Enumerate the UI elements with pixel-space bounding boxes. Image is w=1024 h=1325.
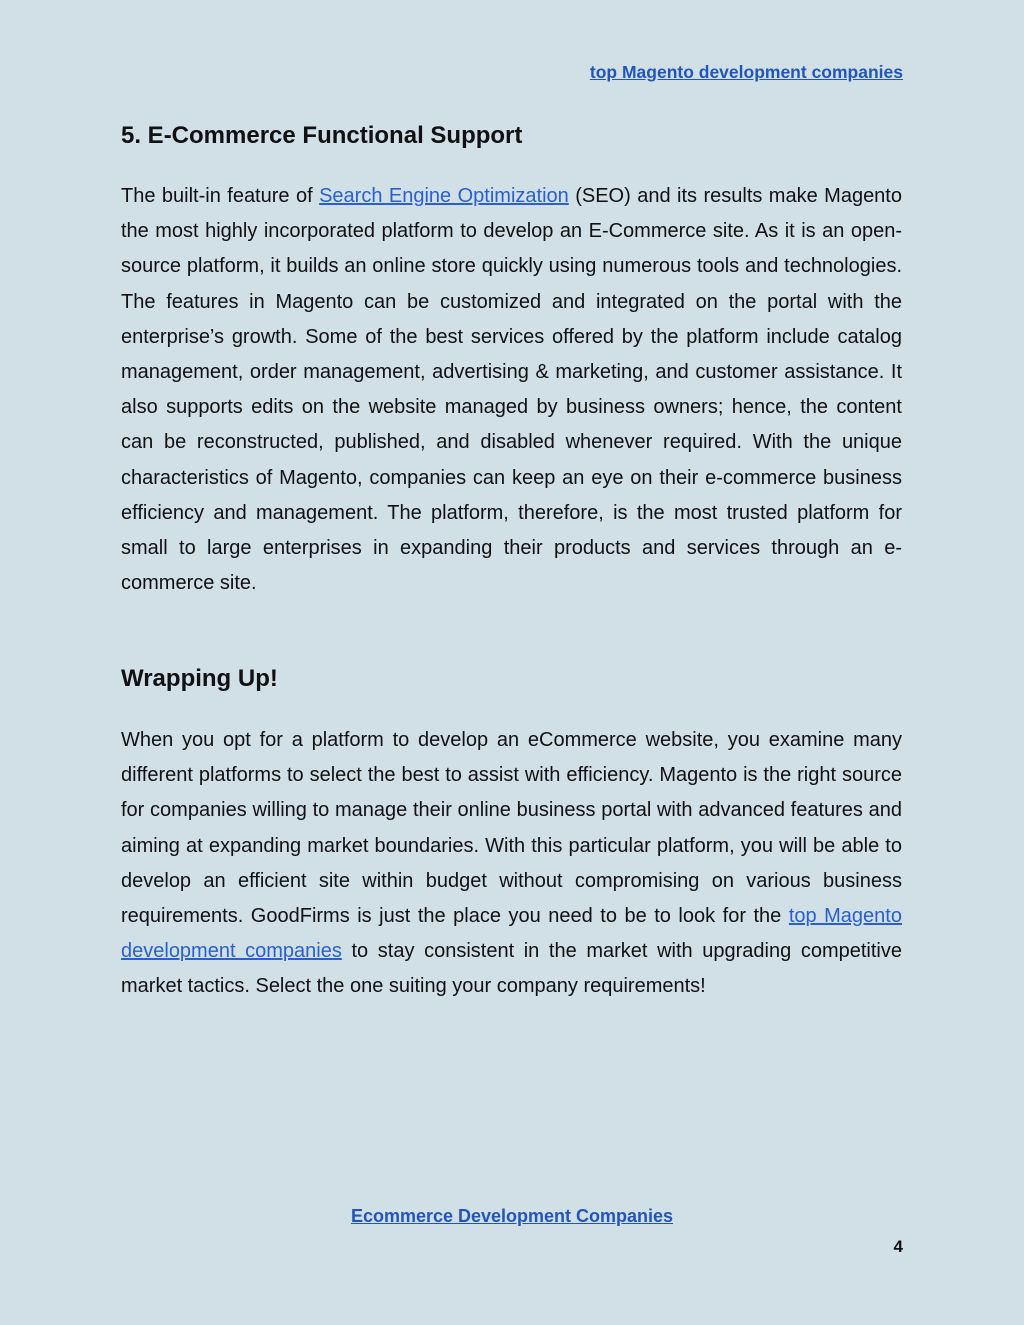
paragraph-text-segment: to stay consistent in the market with upgrading competitive market tactics. Select the one suiting your company requirements! [121,940,903,998]
footer-link-ecommerce-development-companies[interactable]: Ecommerce Development Companies [350,1206,674,1226]
section-heading-ecommerce-support: 5. E-Commerce Functional Support [121,122,523,149]
paragraph-text-segment: The built-in feature of [121,185,320,207]
paragraph-text-segment: When you opt for a platform to develop an eCommerce website, you examine many different platforms to select the best to assist with efficiency. Magento is the right source for companies willing to manage their online business portal with advanced features and aiming at expanding market boundaries. With this particular platform, you will be able to develop an efficient site within budget without compromising on various business requirements. GoodFirms is just the place you need to be to look for the [121,729,902,928]
header-link-top-magento-companies[interactable]: top Magento development companies [589,62,903,82]
paragraph-text-segment: (SEO) and its results make Magento the most highly incorporated platform to develop an E-Commerce site. As it is an open-source platform, it builds an online store quickly using numerous tools and technologies. The features in Magento can be customized and integrated on the portal with the enterprise’s growth. Some of the best services offered by the platform include catalog management, order management, advertising & marketing, and customer assistance. It also supports edits on the website managed by business owners; hence, the content can be reconstructed, published, and disabled whenever required. With the unique characteristics of Magento, companies can keep an eye on their e-commerce business efficiency and management. The platform, therefore, is the most trusted platform for small to large enterprises in expanding their products and services through an e-commerce site. [121,185,902,595]
page-number: 4 [893,1237,903,1256]
section-heading-wrapping-up: Wrapping Up! [121,665,278,692]
paragraph-ecommerce-support [121,179,902,601]
link-top-magento-development-companies[interactable]: top Magento development companies [121,905,902,963]
paragraph-wrapping-up [121,723,902,1005]
link-search-engine-optimization[interactable]: Search Engine Optimization [319,185,569,207]
footer [0,1206,1024,1227]
